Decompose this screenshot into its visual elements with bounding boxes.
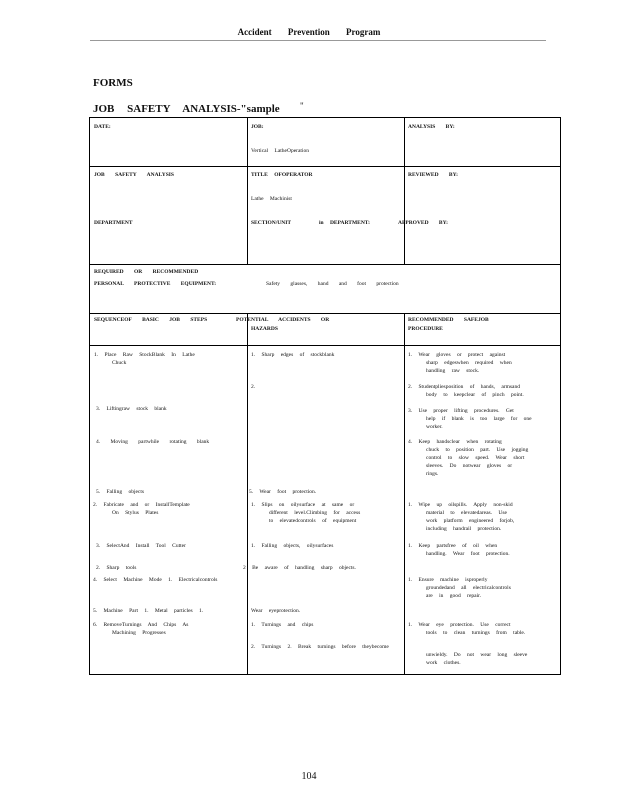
- form-title: JOB SAFETY ANALYSIS-"sample: [93, 103, 280, 115]
- step-text: 3. SelectAnd Install Tool Cutter: [96, 543, 186, 549]
- procedure-text: 1. Wipe up oilspills. Apply non-skid: [408, 502, 513, 508]
- step-text: 4. Select Machine Mode 1. Electricalcontrols: [93, 577, 218, 583]
- procedure-text: tools to clean turnings from table.: [426, 630, 526, 636]
- in-department-label: in DEPARTMENT:: [319, 220, 370, 226]
- procedure-text: sleeves. Do notwear gloves or: [426, 463, 513, 469]
- ppe-value: Safety glasses, hand and foot protection: [266, 281, 399, 287]
- hazard-text: 1. Falling objects, oilysurfaces: [251, 543, 334, 549]
- running-header: Accident Prevention Program: [237, 27, 381, 37]
- quote-mark: ": [300, 101, 304, 111]
- col-divider: [404, 118, 405, 264]
- procedure-text: groundedand all electricalcontrols: [426, 585, 511, 591]
- procedure-text: chuck to position part. Use jogging: [426, 447, 529, 453]
- jsa-label: JOB SAFETY ANALYSIS: [94, 172, 174, 178]
- analysis-by-label: ANALYSIS BY:: [408, 124, 455, 130]
- row-divider: [90, 345, 560, 346]
- procedure-text: are in good repair.: [426, 593, 482, 599]
- col2-header-line2: HAZARDS: [251, 326, 278, 332]
- row-divider: [90, 313, 560, 314]
- hazard-text: 2. Turnings 2. Break turnings before theybecome: [251, 644, 389, 650]
- procedure-text: work platform engineered forjob,: [426, 518, 515, 524]
- row-divider: [90, 264, 560, 265]
- step-text: 4. Moving partwhile rotating blank: [96, 439, 210, 445]
- procedure-text: sharp edgeswhen required when: [426, 360, 512, 366]
- hazard-text: 1. Turnings and chips: [251, 622, 314, 628]
- hazard-text: 1. Slips on oilysurface at same or: [251, 502, 355, 508]
- step-text: 6. RemoveTurnings And Chips As: [93, 622, 189, 628]
- hazard-text: 1. Sharp edges of stockblank: [251, 352, 335, 358]
- procedure-text: help if blank is too large for one: [426, 416, 532, 422]
- section-unit-label: SECTION/UNIT: [251, 220, 292, 226]
- step-text: 2. Fabricate and or InstallTemplate: [93, 502, 190, 508]
- procedure-text: work clothes.: [426, 660, 461, 666]
- step-text: 5. Falling objects: [96, 489, 145, 495]
- department-label: DEPARTMENT: [94, 220, 133, 226]
- step-text: Machining Progresses: [112, 630, 166, 636]
- step-text: 5. Machine Part 1. Metal particles 1.: [93, 608, 204, 614]
- hazard-text: different level.Climbing for access: [269, 510, 361, 516]
- procedure-text: 1. Wear eye protection. Use correct: [408, 622, 511, 628]
- jsa-form-table: [89, 117, 561, 675]
- procedure-text: 1. Keep partsfree of oil when: [408, 543, 498, 549]
- procedure-text: rings.: [426, 471, 439, 477]
- step-text: Chuck: [112, 360, 127, 366]
- hazard-text: 2 Be aware of handling sharp objects.: [243, 565, 356, 571]
- col-divider: [247, 118, 248, 264]
- step-text: On Stylus Plates: [112, 510, 159, 516]
- ppe-label-line2: PERSONAL PROTECTIVE EQUIPMENT:: [94, 281, 217, 287]
- step-text: 1. Place Raw StockBlank In Lathe: [94, 352, 195, 358]
- title-of-operator-label: TITLE OFOPERATOR: [251, 172, 313, 178]
- procedure-text: 3. Use proper lifting procedures. Get: [408, 408, 514, 414]
- col2-header-line1: POTENTIAL ACCIDENTS OR: [236, 317, 330, 323]
- row-divider: [90, 166, 560, 167]
- procedure-text: 4. Keep handsclear when rotating: [408, 439, 502, 445]
- approved-by-label: APPROVED BY:: [398, 220, 448, 226]
- job-label: JOB:: [251, 124, 264, 130]
- step-text: 2. Sharp tools: [96, 565, 137, 571]
- procedure-text: 1. Ensure machine isproperly: [408, 577, 488, 583]
- col3-header-line1: RECOMMENDED SAFEJOB: [408, 317, 489, 323]
- ppe-label-line1: REQUIRED OR RECOMMENDED: [94, 269, 199, 275]
- title-of-operator-value: Lathe Machinist: [251, 196, 292, 202]
- procedure-text: handling raw stock.: [426, 368, 480, 374]
- section-heading: FORMS: [93, 77, 133, 89]
- procedure-text: 1. Wear gloves or protect against: [408, 352, 506, 358]
- hazard-text: 2.: [251, 384, 256, 390]
- col3-header-line2: PROCEDURE: [408, 326, 443, 332]
- hazard-text: to elevatedcontrols of equipment: [269, 518, 357, 524]
- procedure-text: handling. Wear foot protection.: [426, 551, 510, 557]
- procedure-text: unwieldy. Do not wear long sleeve: [426, 652, 528, 658]
- hazard-text: Wear eyeprotection.: [251, 608, 301, 614]
- col-divider: [247, 313, 248, 674]
- procedure-text: 2. Studentpliesposition of hands, armsand: [408, 384, 520, 390]
- procedure-text: body to keepclear of pinch point.: [426, 392, 524, 398]
- procedure-text: worker.: [426, 424, 443, 430]
- job-value: Vertical LatheOperation: [251, 148, 309, 154]
- procedure-text: including handrail protection.: [426, 526, 502, 532]
- step-text: 3. Liftingraw stock blank: [96, 406, 167, 412]
- col-divider: [404, 313, 405, 674]
- procedure-text: material to elevatedareas. Use: [426, 510, 507, 516]
- reviewed-by-label: REVIEWED BY:: [408, 172, 458, 178]
- procedure-text: control to slow speed. Wear short: [426, 455, 525, 461]
- date-label: DATE:: [94, 124, 111, 130]
- header-rule: [90, 40, 546, 41]
- col1-header: SEQUENCEOF BASIC JOB STEPS: [94, 317, 208, 323]
- page-number: 104: [301, 771, 317, 782]
- hazard-text: 5. Wear foot protection.: [249, 489, 317, 495]
